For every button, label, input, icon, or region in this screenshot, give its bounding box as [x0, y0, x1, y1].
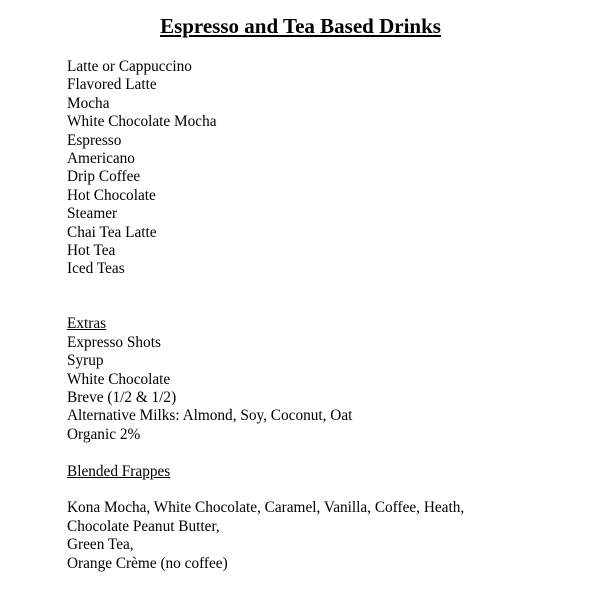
frappe-line: Kona Mocha, White Chocolate, Caramel, Vanilla, Coffee, Heath, [67, 499, 465, 517]
drink-item: White Chocolate Mocha [67, 113, 217, 131]
document-body [67, 58, 601, 573]
drink-item: Espresso [67, 131, 122, 149]
frappe-line: Orange Crème (no coffee) [67, 554, 228, 572]
drink-item: Steamer [67, 205, 118, 223]
spacer [67, 481, 601, 499]
spacer [67, 279, 601, 297]
extras-heading: Extras [67, 315, 107, 333]
blended-frappes-heading: Blended Frappes [67, 462, 171, 480]
drink-item: Mocha [67, 94, 110, 112]
drink-item: Flavored Latte [67, 76, 157, 94]
extras-item: Syrup [67, 352, 104, 370]
drink-item: Americano [67, 149, 135, 167]
frappe-line: Green Tea, [67, 536, 134, 554]
extras-item: Breve (1/2 & 1/2) [67, 389, 177, 407]
spacer [67, 444, 601, 462]
extras-item: White Chocolate [67, 370, 171, 388]
document-title: Espresso and Tea Based Drinks [160, 14, 441, 38]
drink-item: Iced Teas [67, 260, 125, 278]
spacer [67, 297, 601, 315]
extras-item: Organic 2% [67, 425, 141, 443]
drink-item: Latte or Cappuccino [67, 58, 192, 75]
drink-item: Drip Coffee [67, 168, 141, 186]
extras-item: Expresso Shots [67, 333, 161, 351]
drink-item: Chai Tea Latte [67, 223, 157, 241]
drink-item: Hot Tea [67, 241, 116, 259]
drink-item: Hot Chocolate [67, 186, 156, 204]
frappe-line: Chocolate Peanut Butter, [67, 517, 220, 535]
extras-item: Alternative Milks: Almond, Soy, Coconut, Oat [67, 407, 353, 425]
